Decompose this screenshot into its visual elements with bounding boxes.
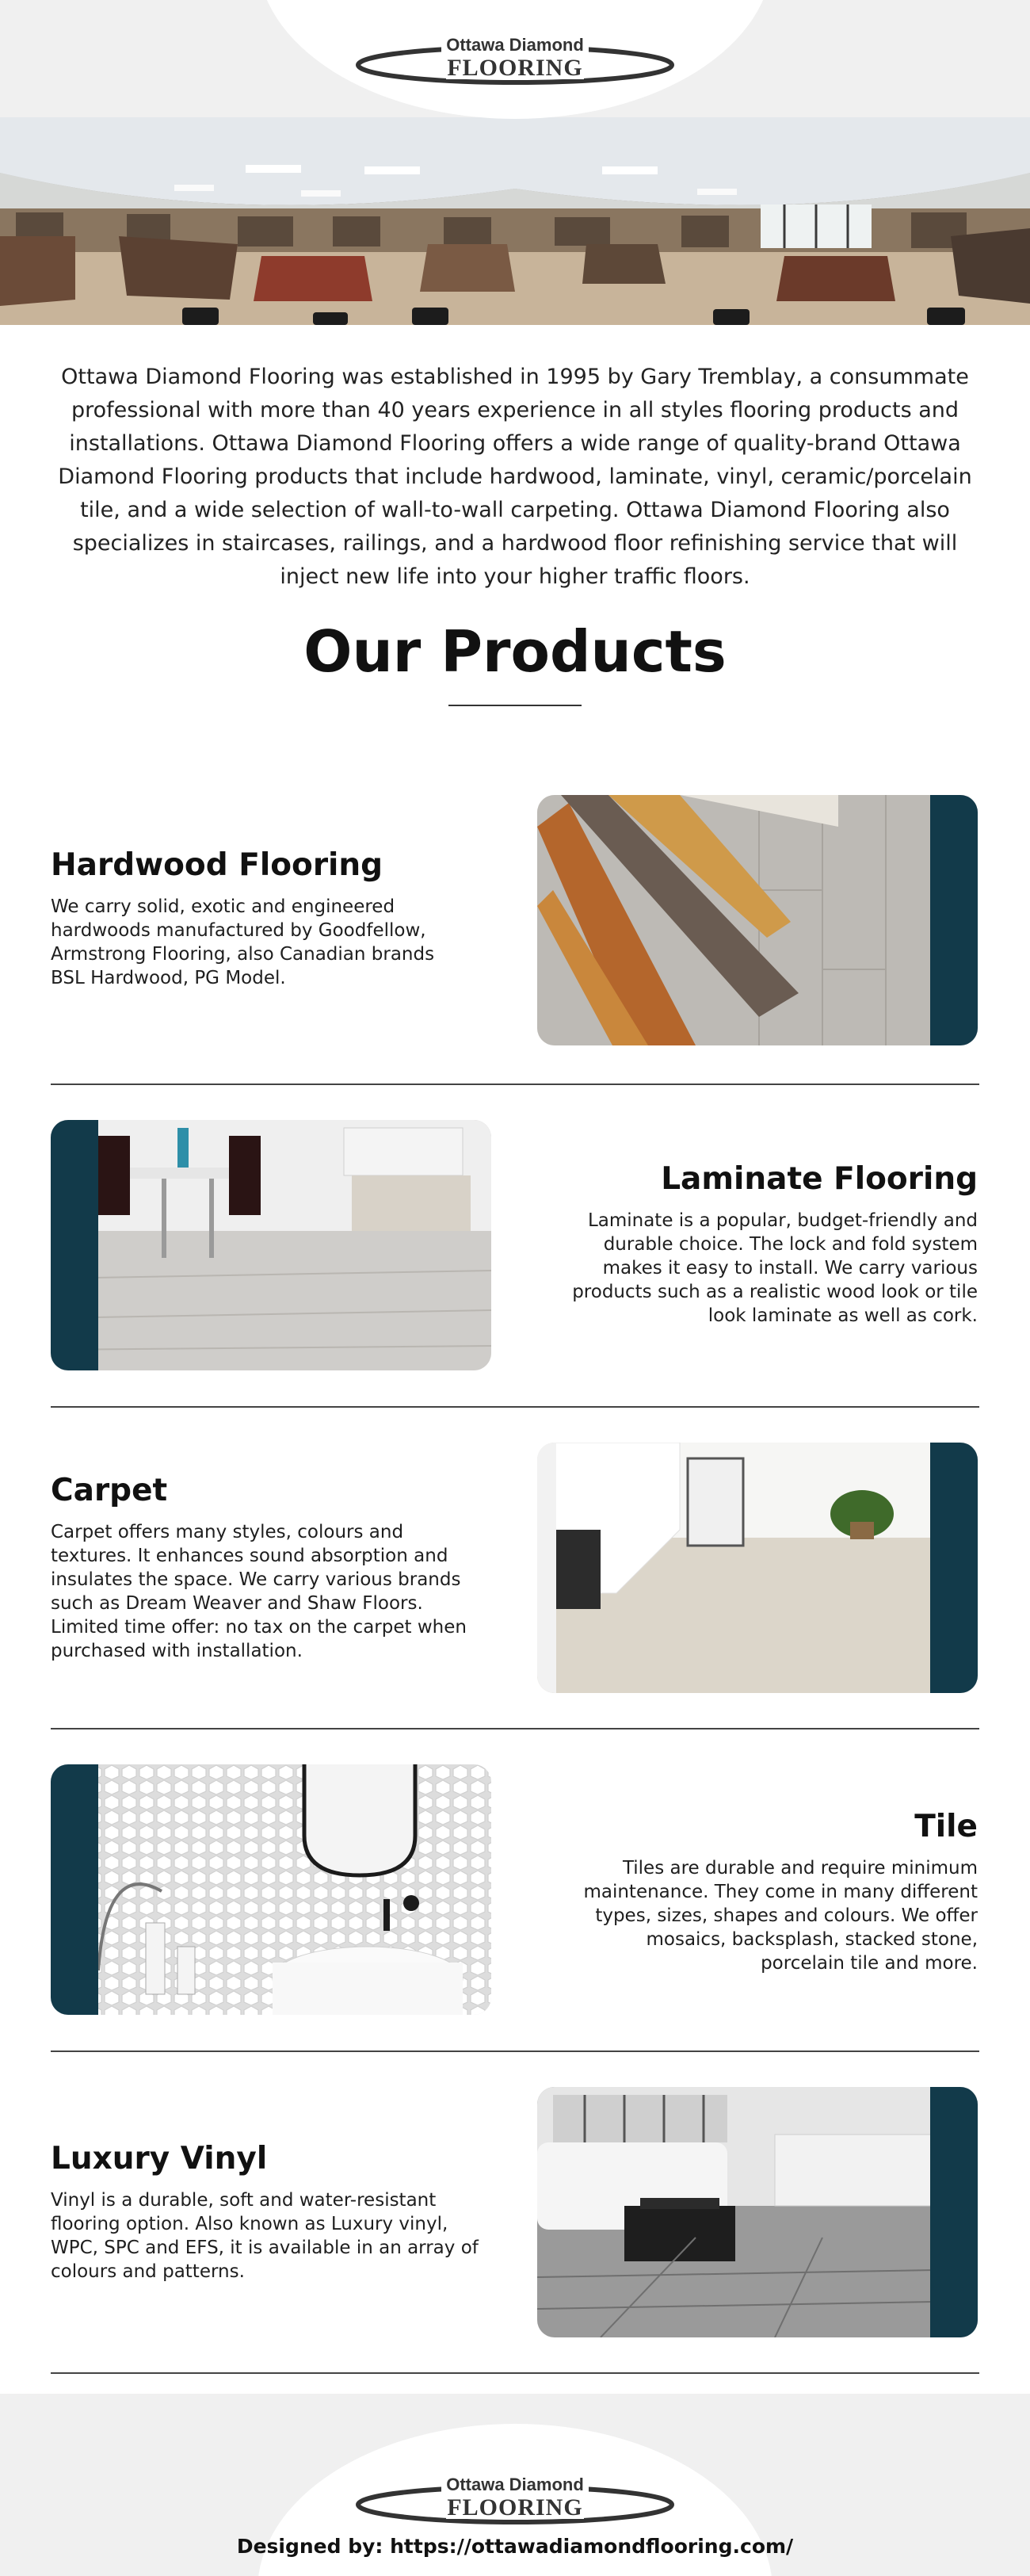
product-title: Laminate Flooring — [661, 1161, 978, 1197]
accent-band — [930, 2087, 978, 2337]
product-laminate — [0, 1120, 1030, 1370]
logo-line1: Ottawa Diamond — [446, 35, 584, 55]
carpet-photo — [537, 1443, 978, 1693]
hardwood-photo — [537, 795, 978, 1045]
heading-underline — [448, 705, 582, 706]
tile-photo — [51, 1764, 491, 2015]
product-carpet — [0, 1443, 1030, 1693]
product-title: Carpet — [51, 1473, 168, 1508]
footer-logo-line2: FLOORING — [447, 2494, 583, 2521]
product-description: Tiles are durable and require minimum maintenance. They come in many different types, sizes, shapes and colours. We offer mosaics, backsplash, stacked stone, porcelain tile and more. — [583, 1858, 978, 1974]
section-divider — [51, 1728, 979, 1729]
laminate-photo — [51, 1120, 491, 1370]
product-title: Luxury Vinyl — [51, 2141, 268, 2177]
section-divider — [51, 1084, 979, 1085]
logo-line2: FLOORING — [447, 55, 583, 81]
brand-logo[interactable] — [353, 24, 677, 95]
product-description: Laminate is a popular, budget-friendly and durable choice. The lock and fold system makes it easy to install. We carry various products such as a realistic wood look or tile look laminate as well as cork. — [572, 1210, 978, 1326]
product-description: Carpet offers many styles, colours and textures. It enhances sound absorption and insulates the space. We carry various brands such as Dream Weaver and Shaw Floors. Limited time offer: no tax on the carpet when purchased with installation. — [51, 1522, 467, 1661]
designer-credit-link[interactable]: Designed by: https://ottawadiamondflooring.com/ — [236, 2535, 794, 2558]
product-description: Vinyl is a durable, soft and water-resistant flooring option. Also known as Luxury vinyl, WPC, SPC and EFS, it is available in an array of colours and patterns. — [51, 2190, 479, 2282]
footer-logo-line1: Ottawa Diamond — [446, 2475, 584, 2494]
section-divider — [51, 2372, 979, 2374]
products-heading: Our Products — [303, 618, 727, 685]
section-divider — [51, 1406, 979, 1408]
section-divider — [51, 2050, 979, 2052]
product-title: Tile — [914, 1809, 978, 1844]
showroom-panorama — [0, 117, 1030, 325]
accent-band — [51, 1120, 98, 1370]
accent-band — [930, 795, 978, 1045]
accent-band — [930, 1443, 978, 1693]
accent-band — [51, 1764, 98, 2015]
luxury-vinyl-photo — [537, 2087, 978, 2337]
company-intro: Ottawa Diamond Flooring was established in 1995 by Gary Tremblay, a consummate professional with more than 40 years experience in all styles flooring products and installations. Ottawa Diamond Flooring offers a wide range of quality-brand Ottawa Diamond Flooring products that include hardwood, laminate, vinyl, ceramic/porcelain tile, and a wide selection of wall-to-wall carpeting. Ottawa Diamond Flooring also specializes in staircases, railings, and a hardwood floor refinishing service that will inject new life into your higher traffic floors. — [58, 365, 972, 589]
product-luxury-vinyl — [0, 2087, 1030, 2337]
product-hardwood — [0, 795, 1030, 1045]
product-title: Hardwood Flooring — [51, 847, 383, 883]
footer-brand-logo[interactable] — [353, 2463, 677, 2535]
product-description: We carry solid, exotic and engineered hardwoods manufactured by Goodfellow, Armstrong Flooring, also Canadian brands BSL Hardwood, PG Model. — [51, 896, 435, 988]
product-tile — [0, 1764, 1030, 2015]
